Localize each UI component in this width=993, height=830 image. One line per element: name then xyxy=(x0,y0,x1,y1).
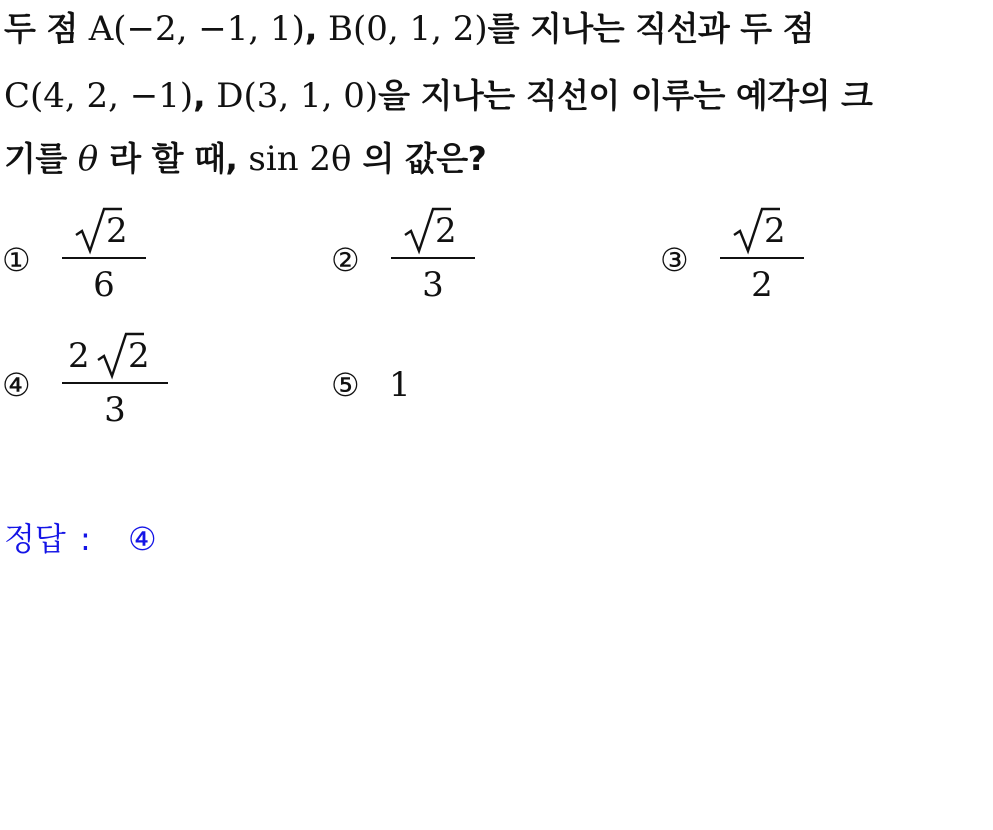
question-text: 를 지나는 직선과 두 점 xyxy=(487,9,814,48)
question-text: 두 점 xyxy=(4,9,89,48)
numerator xyxy=(62,205,146,255)
option-marker: ⑤ xyxy=(331,366,360,404)
denominator: 6 xyxy=(93,265,115,305)
numerator xyxy=(720,205,804,255)
radicand: 2 xyxy=(128,336,150,376)
fraction-bar xyxy=(62,382,168,384)
answer-label: 정답 xyxy=(4,520,66,558)
option-marker: ③ xyxy=(660,241,689,279)
sin-expression: sin 2θ xyxy=(248,139,352,179)
question-line-1 xyxy=(4,4,814,54)
answer-value: ④ xyxy=(128,520,157,558)
question-text: , xyxy=(304,9,328,48)
question-line-3 xyxy=(4,134,486,184)
point-b: B(0, 1, 2) xyxy=(327,9,488,49)
question-text: 의 값은? xyxy=(351,139,487,178)
fraction-bar xyxy=(720,257,804,259)
radicand: 2 xyxy=(106,211,128,251)
question-line-2 xyxy=(4,71,872,121)
point-a: A(−2, −1, 1) xyxy=(88,9,305,49)
question-text: 기를 xyxy=(4,139,78,178)
point-d: D(3, 1, 0) xyxy=(216,76,379,116)
option-marker: ④ xyxy=(2,366,31,404)
theta-symbol: θ xyxy=(77,139,99,179)
question-text: 라 할 때, xyxy=(98,139,249,178)
numerator xyxy=(62,330,168,380)
numerator xyxy=(391,205,475,255)
coefficient: 2 xyxy=(68,336,90,376)
option-marker: ② xyxy=(331,241,360,279)
option-value: 1 xyxy=(389,365,411,405)
radicand: 2 xyxy=(764,211,786,251)
radicand: 2 xyxy=(435,211,457,251)
denominator: 2 xyxy=(751,265,773,305)
point-c: C(4, 2, −1) xyxy=(4,76,194,116)
fraction-bar xyxy=(62,257,146,259)
denominator: 3 xyxy=(422,265,444,305)
question-text: 을 지나는 직선이 이루는 예각의 크 xyxy=(378,76,873,115)
question-text: , xyxy=(193,76,217,115)
fraction-bar xyxy=(391,257,475,259)
option-marker: ① xyxy=(2,241,31,279)
answer-colon: : xyxy=(80,520,91,558)
denominator: 3 xyxy=(104,390,126,430)
